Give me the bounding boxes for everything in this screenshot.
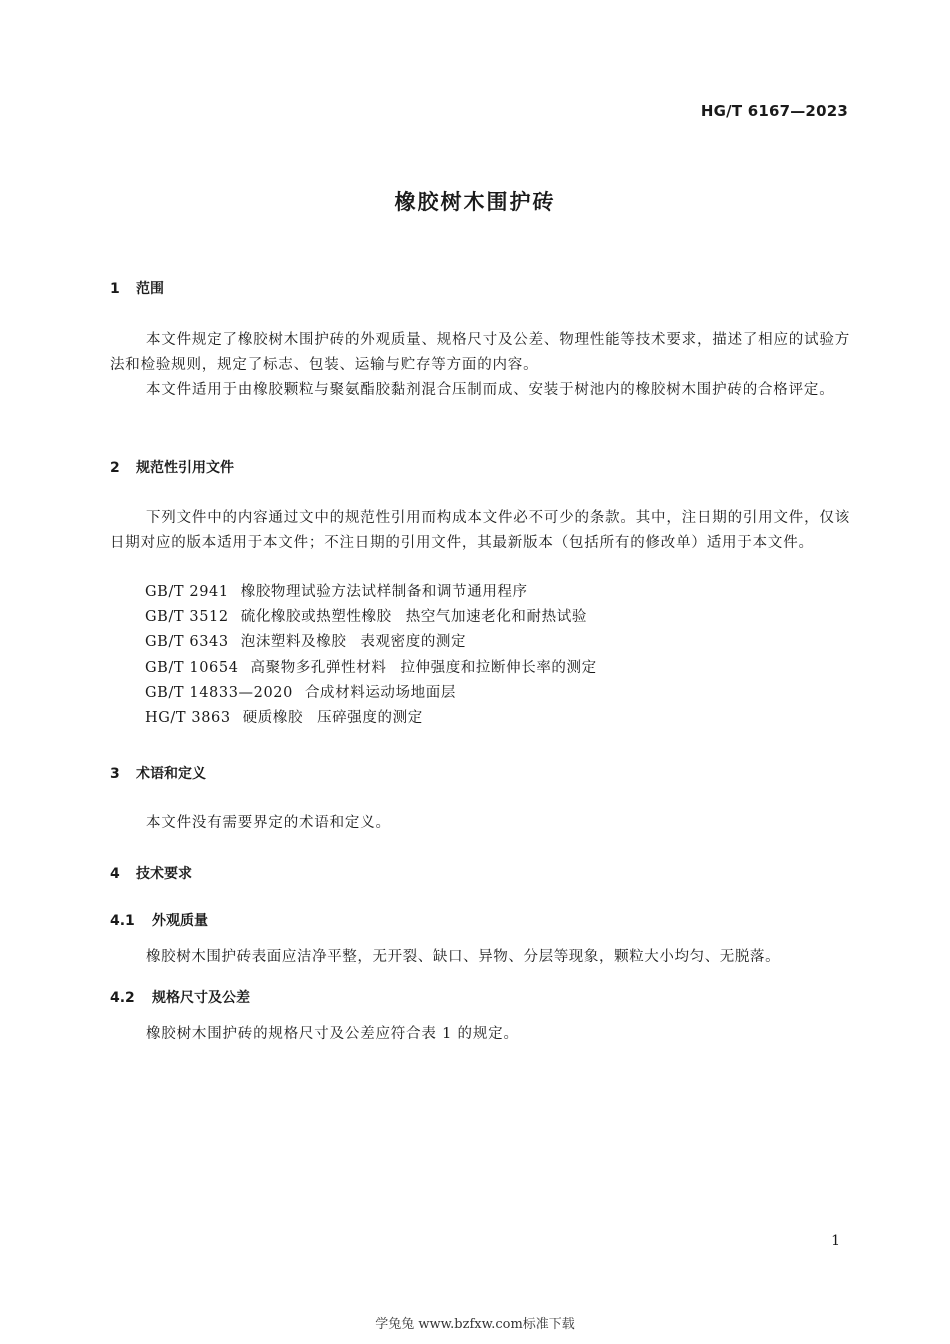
references-intro-paragraph: 下列文件中的内容通过文中的规范性引用而构成本文件必不可少的条款。其中，注日期的引用文件，仅该日期对应的版本适用于本文件；不注日期的引用文件，其最新版本（包括所有的修改单）适用于本文件。 — [110, 510, 850, 551]
section-3-heading — [110, 763, 206, 783]
reference-subtitle: 表观密度的测定 — [360, 634, 467, 651]
subsection-number: 4.2 — [110, 990, 135, 1006]
section-number: 4 — [110, 866, 120, 882]
subsection-4-1-heading — [110, 910, 208, 930]
document-title: 橡胶树木围护砖 — [394, 190, 556, 214]
reference-code: GB/T 2941 — [145, 584, 229, 600]
subsection-title: 外观质量 — [152, 913, 208, 929]
page-number: 1 — [831, 1233, 840, 1249]
scope-paragraph-2: 本文件适用于由橡胶颗粒与聚氨酯胶黏剂混合压制而成、安装于树池内的橡胶树木围护砖的合格评定。 — [146, 382, 835, 398]
section-number: 3 — [110, 766, 120, 782]
reference-item — [145, 580, 597, 605]
section-number: 2 — [110, 460, 120, 476]
dimensions-paragraph: 橡胶树木围护砖的规格尺寸及公差应符合表 1 的规定。 — [146, 1026, 519, 1042]
subsection-4-2-heading — [110, 987, 250, 1007]
reference-subtitle: 拉伸强度和拉断伸长率的测定 — [400, 659, 597, 676]
section-title: 范围 — [136, 281, 164, 297]
section-title: 规范性引用文件 — [136, 460, 234, 476]
reference-code: GB/T 10654 — [145, 659, 239, 676]
normative-references-list — [145, 580, 597, 731]
section-title: 技术要求 — [136, 866, 192, 882]
reference-title: 硬质橡胶 — [242, 709, 304, 726]
reference-title: 硫化橡胶或热塑性橡胶 — [240, 609, 392, 626]
reference-title: 橡胶物理试验方法试样制备和调节通用程序 — [240, 584, 528, 600]
reference-title: 泡沫塑料及橡胶 — [240, 634, 347, 651]
reference-subtitle: 压碎强度的测定 — [317, 709, 423, 726]
terms-paragraph: 本文件没有需要界定的术语和定义。 — [146, 815, 391, 831]
reference-subtitle: 热空气加速老化和耐热试验 — [405, 609, 587, 626]
appearance-paragraph: 橡胶树木围护砖表面应洁净平整，无开裂、缺口、异物、分层等现象，颗粒大小均匀、无脱落。 — [146, 949, 781, 965]
reference-code: GB/T 14833—2020 — [145, 684, 293, 701]
section-number: 1 — [110, 281, 120, 297]
reference-item — [145, 706, 597, 731]
reference-code: GB/T 3512 — [145, 609, 229, 626]
reference-code: GB/T 6343 — [145, 634, 229, 651]
reference-title: 合成材料运动场地面层 — [304, 684, 456, 701]
standard-code: HG/T 6167—2023 — [700, 102, 848, 120]
reference-item — [145, 681, 597, 706]
reference-item — [145, 656, 597, 681]
reference-item — [145, 630, 597, 655]
reference-item — [145, 605, 597, 630]
section-1-heading — [110, 278, 164, 298]
scope-paragraph-1: 本文件规定了橡胶树木围护砖的外观质量、规格尺寸及公差、物理性能等技术要求，描述了相应的试验方法和检验规则，规定了标志、包装、运输与贮存等方面的内容。 — [110, 332, 850, 373]
section-4-heading — [110, 863, 192, 883]
reference-title: 高聚物多孔弹性材料 — [250, 659, 387, 676]
watermark-text: 学兔兔 www.bzfxw.com标准下载 — [375, 1317, 575, 1332]
subsection-number: 4.1 — [110, 913, 135, 929]
subsection-title: 规格尺寸及公差 — [152, 990, 250, 1006]
section-2-heading — [110, 457, 234, 477]
section-title: 术语和定义 — [136, 766, 206, 782]
reference-code: HG/T 3863 — [145, 709, 231, 726]
